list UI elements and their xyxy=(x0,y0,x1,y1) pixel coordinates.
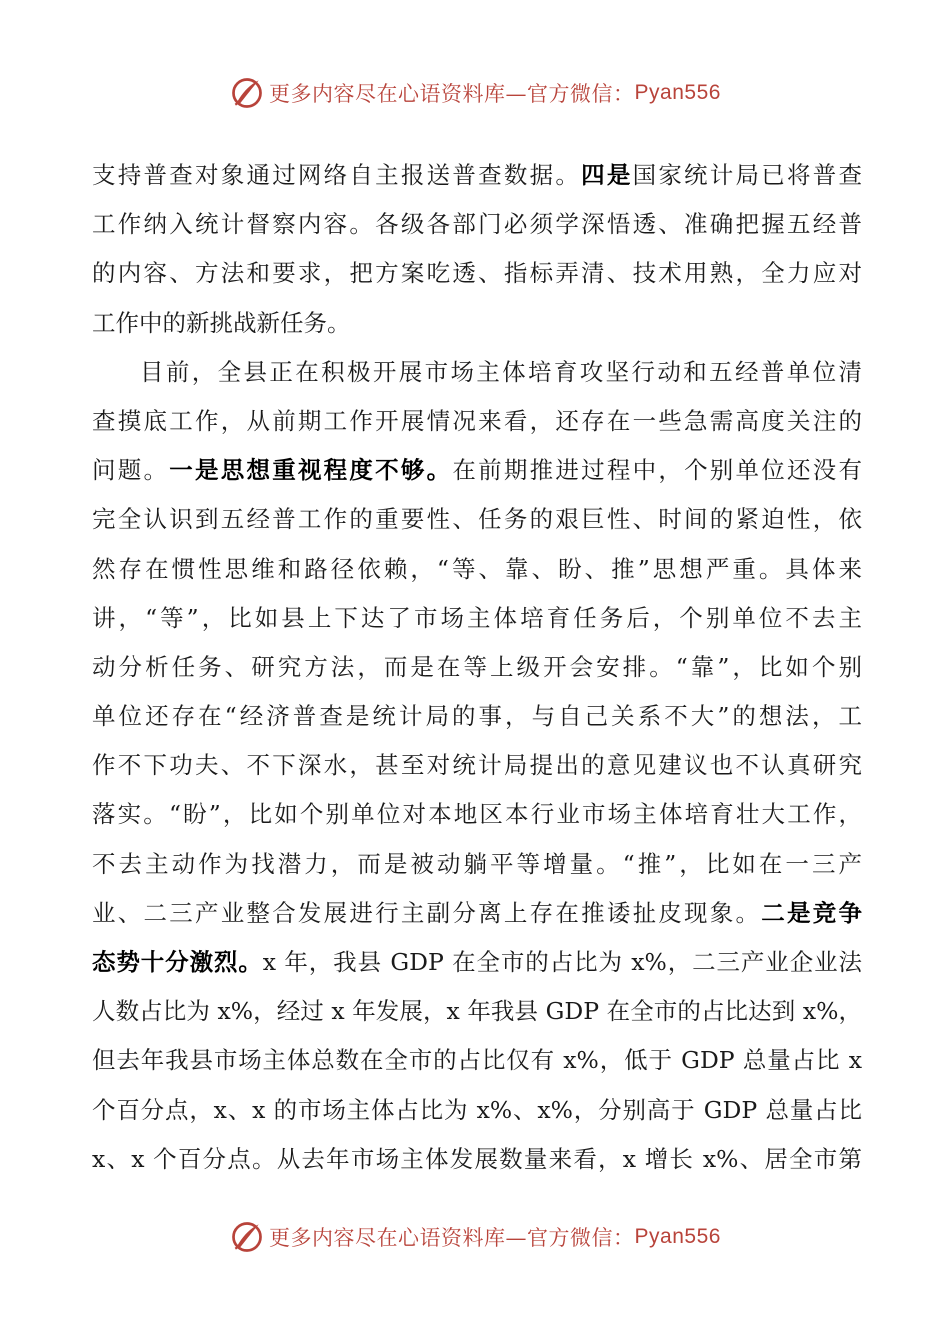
text-line xyxy=(92,495,862,544)
text-line xyxy=(92,889,862,938)
bold-heading-text: 一是思想重视程度不够。 xyxy=(169,456,453,485)
text-run: 然存在惯性思维和路径依赖，“等、靠、盼、推”思想严重。具体来 xyxy=(92,554,862,583)
text-line xyxy=(92,643,862,692)
text-run: 的内容、方法和要求，把方案吃透、指标弄清、技术用熟，全力应对 xyxy=(92,259,862,288)
text-line xyxy=(92,692,862,741)
text-line xyxy=(92,1036,862,1085)
bold-heading-text: 二是竞争 xyxy=(761,898,863,927)
text-run: 人数占比为 x%，经过 x 年发展，x 年我县 GDP 在全市的占比达到 x%， xyxy=(92,997,862,1026)
banner-text: 更多内容尽在心语资料库—官方微信： xyxy=(269,82,635,106)
text-line xyxy=(92,790,862,839)
text-line xyxy=(92,299,862,348)
text-run: 在前期推进过程中，个别单位还没有 xyxy=(452,456,863,485)
text-line xyxy=(92,249,862,298)
text-run: 完全认识到五经普工作的重要性、任务的艰巨性、时间的紧迫性，依 xyxy=(92,505,862,534)
text-run: 但去年我县市场主体总数在全市的占比仅有 x%，低于 GDP 总量占比 x xyxy=(92,1046,862,1075)
text-run: 讲，“等”，比如县上下达了市场主体培育任务后，个别单位不去主 xyxy=(92,603,862,632)
text-run: 作不下功夫、不下深水，甚至对统计局提出的意见建议也不认真研究 xyxy=(92,751,862,780)
text-run: 单位还存在“经济普查是统计局的事，与自己关系不大”的想法，工 xyxy=(92,702,862,731)
footer-banner xyxy=(0,1217,950,1257)
document-body xyxy=(92,151,862,1184)
text-run: 目前，全县正在积极开展市场主体培育攻坚行动和五经普单位清 xyxy=(140,357,862,386)
bold-heading-text: 四是 xyxy=(581,161,633,189)
text-run: 业、二三产业整合发展进行主副分离上存在推诿扯皮现象。 xyxy=(92,898,762,927)
banner-wechat-id: Pyan556 xyxy=(634,81,721,104)
text-line xyxy=(92,594,862,643)
text-line xyxy=(92,1135,862,1184)
brush-logo-icon xyxy=(229,1219,265,1255)
text-line xyxy=(92,200,862,249)
text-run: 落实。“盼”，比如个别单位对本地区本行业市场主体培育壮大工作， xyxy=(92,800,862,829)
text-run: 不去主动作为找潜力，而是被动躺平等增量。“推”，比如在一三产 xyxy=(92,849,862,878)
text-line xyxy=(92,348,862,397)
text-line xyxy=(92,545,862,594)
text-run: x 年，我县 GDP 在全市的占比为 x%，二三产业企业法 xyxy=(262,948,862,976)
text-run: 国家统计局已将普查 xyxy=(632,161,863,189)
text-run: 支持普查对象通过网络自主报送普查数据。 xyxy=(92,161,582,189)
text-line xyxy=(92,446,862,495)
bold-heading-text: 态势十分激烈。 xyxy=(92,948,263,976)
text-line xyxy=(92,840,862,889)
text-run: 查摸底工作，从前期工作开展情况来看，还存在一些急需高度关注的 xyxy=(92,406,862,435)
banner-wechat-id: Pyan556 xyxy=(634,1225,721,1248)
text-run: 动分析任务、研究方法，而是在等上级开会安排。“靠”，比如个别 xyxy=(92,652,862,681)
text-line xyxy=(92,397,862,446)
text-run: 工作纳入统计督察内容。各级各部门必须学深悟透、准确把握五经普 xyxy=(92,210,862,239)
banner-text: 更多内容尽在心语资料库—官方微信： xyxy=(269,1226,635,1250)
text-run: 个百分点，x、x 的市场主体占比为 x%、x%，分别高于 GDP 总量占比 xyxy=(92,1095,862,1124)
text-run: x、x 个百分点。从去年市场主体发展数量来看，x 增长 x%、居全市第 xyxy=(92,1144,862,1173)
text-run: 工作中的新挑战新任务。 xyxy=(92,308,351,337)
text-line xyxy=(92,741,862,790)
text-run: 问题。 xyxy=(92,456,170,485)
text-line xyxy=(92,1086,862,1135)
text-line xyxy=(92,151,862,200)
header-banner xyxy=(0,73,950,113)
text-line xyxy=(92,987,862,1036)
brush-logo-icon xyxy=(229,75,265,111)
text-line xyxy=(92,938,862,987)
